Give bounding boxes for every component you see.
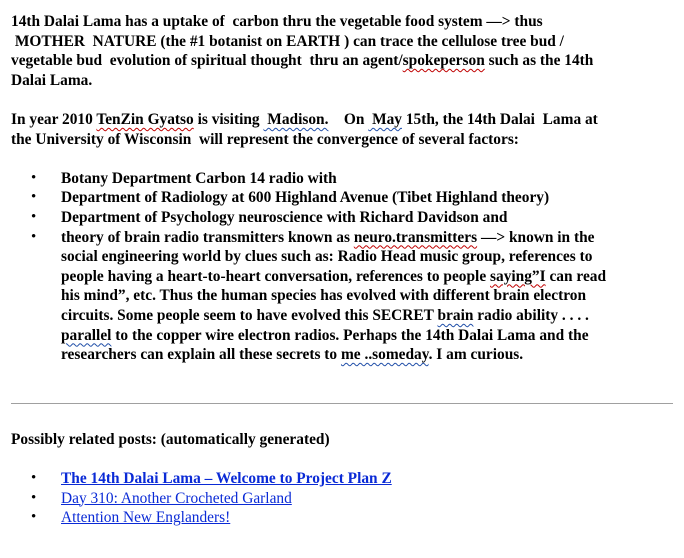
text-line: —> known in the (477, 228, 595, 246)
text-line: the University of Wisconsin will represent the convergence of several factors: (11, 130, 519, 148)
list-item (11, 228, 677, 365)
related-posts-list (11, 469, 677, 528)
grammar-flagged-word[interactable]: May (368, 110, 402, 128)
text-line: people having a heart-to-heart conversation, references to people (61, 267, 491, 285)
list-item-text: Department of Psychology neuroscience with Richard Davidson and (61, 208, 508, 226)
bullet-icon: • (31, 189, 37, 206)
grammar-flagged-word[interactable]: brain (437, 306, 474, 324)
bullet-icon: • (31, 489, 37, 506)
related-post-link[interactable]: Attention New Englanders! (61, 509, 231, 527)
misspelled-word[interactable]: spokeperson (402, 52, 485, 70)
text-line: 15th, the 14th Dalai Lama at (402, 110, 598, 128)
list-item (11, 489, 677, 509)
text-line: . I am curious. (428, 346, 524, 364)
bullet-icon: • (31, 208, 37, 225)
text-line: is visiting (193, 110, 264, 128)
misspelled-word[interactable]: saying”I (490, 267, 546, 285)
list-item (11, 169, 677, 189)
text-line: his mind”, etc. Thus the human species has evolved with different brain electron (61, 287, 587, 305)
bullet-icon: • (31, 169, 37, 186)
text-line: can read (545, 267, 607, 285)
bullet-icon: • (31, 509, 37, 526)
horizontal-divider (11, 403, 673, 404)
text-line: vegetable bud evolution of spiritual thought thru an agent/ (11, 52, 403, 70)
paragraph-visit (11, 110, 677, 149)
grammar-flagged-word[interactable]: me ..someday (340, 346, 429, 364)
text-line: researchers can explain all these secrets to (61, 346, 341, 364)
paragraph-intro (11, 12, 677, 90)
text-line: circuits. Some people seem to have evolved this SECRET (61, 306, 438, 324)
list-item (11, 469, 677, 489)
related-posts (11, 469, 677, 528)
list-item (11, 188, 677, 208)
text-line: radio ability . . . . (473, 306, 589, 324)
article-body (11, 12, 677, 365)
related-post-link[interactable]: Day 310: Another Crocheted Garland (61, 489, 292, 507)
text-line: In year 2010 (11, 110, 97, 128)
text-line: such as the 14th (484, 52, 594, 70)
related-posts-heading: Possibly related posts: (automatically generated) (11, 431, 330, 448)
bullet-icon: • (31, 228, 37, 245)
text-line: to the copper wire electron radios. Perhaps the 14th Dalai Lama and the (111, 326, 589, 344)
factor-list (11, 169, 677, 365)
list-item-text: Department of Radiology at 600 Highland Avenue (Tibet Highland theory) (61, 189, 550, 207)
text-line: social engineering world by clues such as: Radio Head music group, references to (61, 248, 593, 266)
grammar-flagged-word[interactable]: parallel (61, 326, 112, 344)
bullet-icon: • (31, 470, 37, 486)
grammar-flagged-word[interactable]: Madison. (263, 110, 329, 128)
list-item (11, 208, 677, 228)
text-line: 14th Dalai Lama has a uptake of carbon thru the vegetable food system —> thus (11, 13, 543, 30)
text-line: On (328, 110, 369, 128)
text-line: MOTHER NATURE (the #1 botanist on EARTH ) can trace the cellulose tree bud / (11, 32, 564, 50)
related-post-link[interactable]: The 14th Dalai Lama – Welcome to Project Plan Z (61, 470, 392, 487)
list-item-text: Botany Department Carbon 14 radio with (61, 169, 337, 187)
list-item (11, 508, 677, 528)
misspelled-word[interactable]: TenZin Gyatso (96, 110, 194, 128)
text-line: Dalai Lama. (11, 71, 93, 89)
text-line: theory of brain radio transmitters known as (61, 228, 354, 246)
misspelled-word[interactable]: neuro.transmitters (353, 228, 478, 246)
